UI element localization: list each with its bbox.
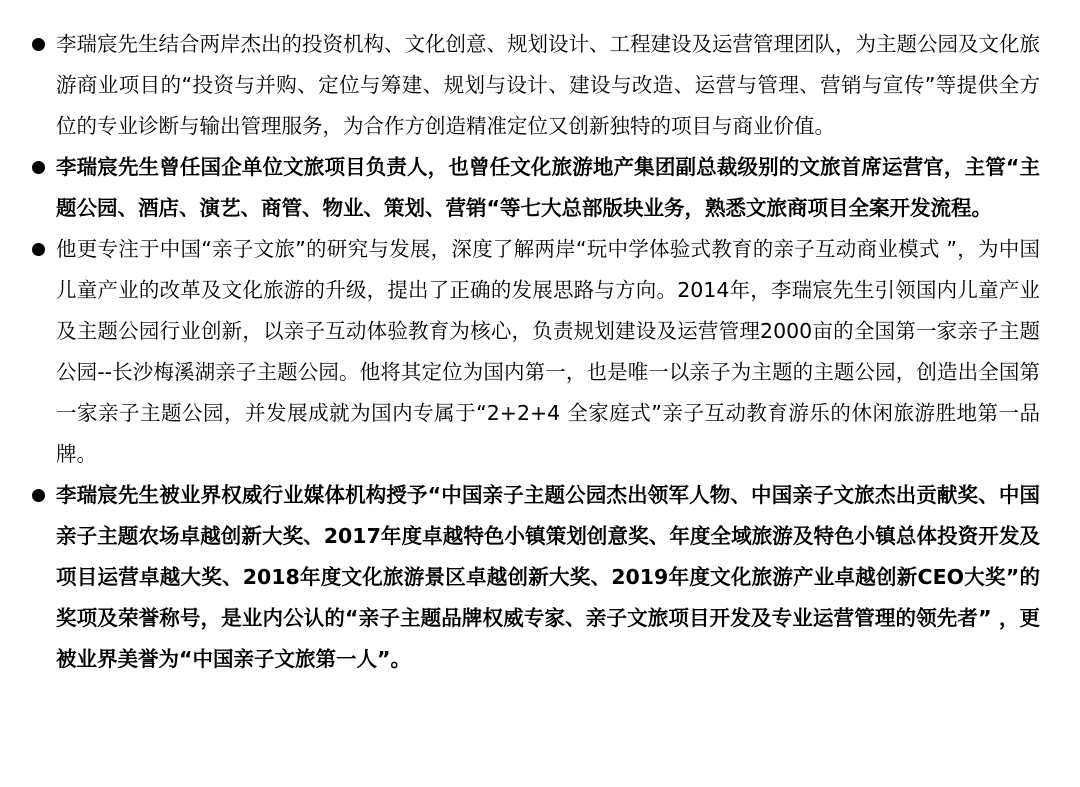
bullet-item-1 [30, 24, 1040, 147]
bullet-text: 他更专注于中国“亲子文旅”的研究与发展，深度了解两岸“玩中学体验式教育的亲子互动商业模式 ”，为中国儿童产业的改革及文化旅游的升级，提出了正确的发展思路与方向。2014年，李瑞宸先生引领国内儿童产业及主题公园行业创新，以亲子互动体验教育为核心，负责规划建设及运营管理2000亩的全国第一家亲子主题公园--长沙梅溪湖亲子主题公园。他将其定位为国内第一，也是唯一以亲子为主题的主题公园，创造出全国第一家亲子主题公园，并发展成就为国内专属于“2+2+4 全家庭式”亲子互动教育游乐的休闲旅游胜地第一品牌。 [56, 237, 1040, 466]
bullet-dot-icon [32, 38, 45, 51]
bullet-dot-icon [32, 243, 45, 256]
bullet-text: 李瑞宸先生曾任国企单位文旅项目负责人，也曾任文化旅游地产集团副总裁级别的文旅首席运营官，主管“主题公园、酒店、演艺、商管、物业、策划、营销“等七大总部版块业务，熟悉文旅商项目全案开发流程。 [56, 155, 1040, 220]
bullet-text: 李瑞宸先生结合两岸杰出的投资机构、文化创意、规划设计、工程建设及运营管理团队，为主题公园及文化旅游商业项目的“投资与并购、定位与筹建、规划与设计、建设与改造、运营与管理、营销与宣传”等提供全方位的专业诊断与输出管理服务，为合作方创造精准定位又创新独特的项目与商业价值。 [56, 32, 1040, 138]
bullet-dot-icon [32, 489, 45, 502]
bullet-list [30, 24, 1040, 680]
bullet-item-4 [30, 475, 1040, 680]
bullet-item-3 [30, 229, 1040, 475]
bullet-text: 李瑞宸先生被业界权威行业媒体机构授予“中国亲子主题公园杰出领军人物、中国亲子文旅杰出贡献奖、中国亲子主题农场卓越创新大奖、2017年度卓越特色小镇策划创意奖、年度全域旅游及特色小镇总体投资开发及项目运营卓越大奖、2018年度文化旅游景区卓越创新大奖、2019年度文化旅游产业卓越创新CEO大奖”的奖项及荣誉称号，是业内公认的“亲子主题品牌权威专家、亲子文旅项目开发及专业运营管理的领先者” ，更被业界美誉为“中国亲子文旅第一人”。 [56, 483, 1040, 671]
bullet-item-2 [30, 147, 1040, 229]
bullet-dot-icon [32, 161, 45, 174]
